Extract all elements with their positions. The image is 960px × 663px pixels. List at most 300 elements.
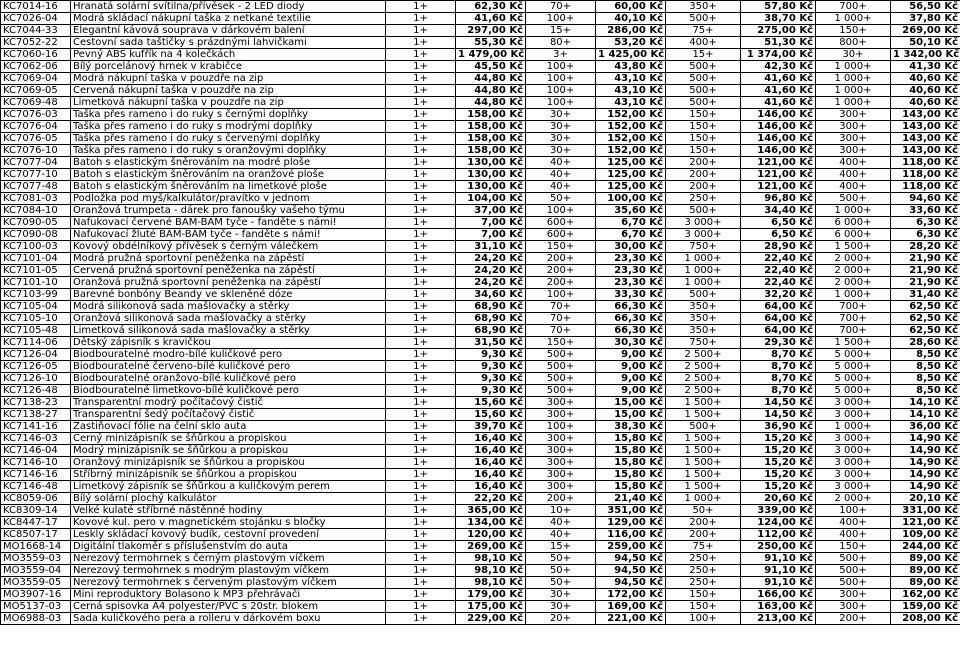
price-tier-1: 134,00 Kč bbox=[456, 517, 526, 529]
price-tier-3: 250,00 Kč bbox=[741, 541, 816, 553]
price-tier-2: 100,00 Kč bbox=[596, 193, 666, 205]
qty-tier-2: 300+ bbox=[526, 445, 596, 457]
qty-tier-1: 1+ bbox=[386, 577, 456, 589]
qty-tier-3: 1 000+ bbox=[666, 277, 741, 289]
price-tier-2: 43,10 Kč bbox=[596, 85, 666, 97]
qty-tier-2: 70+ bbox=[526, 301, 596, 313]
qty-tier-3: 50+ bbox=[666, 505, 741, 517]
qty-tier-3: 500+ bbox=[666, 61, 741, 73]
product-name: Oranžová pružná sportovní peněženka na zápěstí bbox=[71, 277, 386, 289]
product-name: Modrá skládací nákupní taška z netkané textilie bbox=[71, 13, 386, 25]
qty-tier-3: 150+ bbox=[666, 589, 741, 601]
price-tier-1: 130,00 Kč bbox=[456, 181, 526, 193]
price-tier-2: 221,00 Kč bbox=[596, 613, 666, 625]
qty-tier-1: 1+ bbox=[386, 25, 456, 37]
table-row bbox=[1, 325, 960, 337]
price-tier-1: 9,30 Kč bbox=[456, 349, 526, 361]
price-tier-4: 143,00 Kč bbox=[891, 145, 960, 157]
qty-tier-1: 1+ bbox=[386, 313, 456, 325]
price-tier-4: 89,00 Kč bbox=[891, 577, 960, 589]
product-code: KC7138-23 bbox=[1, 397, 71, 409]
price-tier-1: 9,30 Kč bbox=[456, 385, 526, 397]
price-tier-1: 98,10 Kč bbox=[456, 577, 526, 589]
price-tier-3: 121,00 Kč bbox=[741, 157, 816, 169]
product-code: KC7103-99 bbox=[1, 289, 71, 301]
table-row bbox=[1, 541, 960, 553]
qty-tier-4: 2 000+ bbox=[816, 493, 891, 505]
price-tier-4: 50,10 Kč bbox=[891, 37, 960, 49]
product-code: MO5137-03 bbox=[1, 601, 71, 613]
qty-tier-2: 30+ bbox=[526, 589, 596, 601]
price-tier-1: 16,40 Kč bbox=[456, 445, 526, 457]
qty-tier-3: 1 500+ bbox=[666, 397, 741, 409]
price-tier-2: 129,00 Kč bbox=[596, 517, 666, 529]
price-tier-1: 1 479,00 Kč bbox=[456, 49, 526, 61]
qty-tier-3: 250+ bbox=[666, 193, 741, 205]
price-tier-2: 43,10 Kč bbox=[596, 97, 666, 109]
product-code: KC7077-10 bbox=[1, 169, 71, 181]
price-tier-1: 62,30 Kč bbox=[456, 1, 526, 13]
qty-tier-1: 1+ bbox=[386, 205, 456, 217]
price-tier-3: 15,20 Kč bbox=[741, 445, 816, 457]
table-row bbox=[1, 25, 960, 37]
price-tier-4: 14,10 Kč bbox=[891, 397, 960, 409]
product-name: Biodbouratelné limetkovo-bílé kuličkové pero bbox=[71, 385, 386, 397]
price-tier-3: 91,10 Kč bbox=[741, 577, 816, 589]
price-tier-4: 121,00 Kč bbox=[891, 517, 960, 529]
price-tier-1: 16,40 Kč bbox=[456, 481, 526, 493]
price-tier-2: 125,00 Kč bbox=[596, 181, 666, 193]
price-tier-2: 23,30 Kč bbox=[596, 277, 666, 289]
qty-tier-4: 1 500+ bbox=[816, 241, 891, 253]
qty-tier-3: 200+ bbox=[666, 181, 741, 193]
qty-tier-1: 1+ bbox=[386, 469, 456, 481]
table-row bbox=[1, 217, 960, 229]
qty-tier-3: 2 500+ bbox=[666, 349, 741, 361]
qty-tier-3: 75+ bbox=[666, 25, 741, 37]
price-tier-4: 21,90 Kč bbox=[891, 253, 960, 265]
price-tier-3: 8,70 Kč bbox=[741, 361, 816, 373]
qty-tier-1: 1+ bbox=[386, 49, 456, 61]
price-tier-1: 16,40 Kč bbox=[456, 469, 526, 481]
qty-tier-4: 300+ bbox=[816, 133, 891, 145]
qty-tier-4: 3 000+ bbox=[816, 481, 891, 493]
qty-tier-4: 3 000+ bbox=[816, 433, 891, 445]
price-tier-2: 66,30 Kč bbox=[596, 313, 666, 325]
qty-tier-1: 1+ bbox=[386, 301, 456, 313]
qty-tier-4: 300+ bbox=[816, 589, 891, 601]
price-tier-4: 31,40 Kč bbox=[891, 289, 960, 301]
table-row bbox=[1, 589, 960, 601]
qty-tier-4: 400+ bbox=[816, 529, 891, 541]
price-tier-1: 31,50 Kč bbox=[456, 337, 526, 349]
product-name: Sada kuličkového pera a rolleru v dárkovém boxu bbox=[71, 613, 386, 625]
qty-tier-2: 20+ bbox=[526, 613, 596, 625]
price-tier-3: 20,60 Kč bbox=[741, 493, 816, 505]
qty-tier-1: 1+ bbox=[386, 145, 456, 157]
product-code: KC7076-04 bbox=[1, 121, 71, 133]
table-row bbox=[1, 169, 960, 181]
price-tier-2: 40,10 Kč bbox=[596, 13, 666, 25]
qty-tier-1: 1+ bbox=[386, 265, 456, 277]
price-tier-1: 297,00 Kč bbox=[456, 25, 526, 37]
price-tier-4: 118,00 Kč bbox=[891, 157, 960, 169]
qty-tier-3: 150+ bbox=[666, 109, 741, 121]
qty-tier-2: 40+ bbox=[526, 181, 596, 193]
product-name: Modrá silikonová sada mašlovačky a stěrky bbox=[71, 301, 386, 313]
qty-tier-4: 5 000+ bbox=[816, 349, 891, 361]
product-code: KC7141-16 bbox=[1, 421, 71, 433]
table-row bbox=[1, 349, 960, 361]
price-tier-2: 15,80 Kč bbox=[596, 469, 666, 481]
price-tier-2: 53,20 Kč bbox=[596, 37, 666, 49]
qty-tier-2: 50+ bbox=[526, 577, 596, 589]
product-code: KC7146-16 bbox=[1, 469, 71, 481]
price-tier-3: 146,00 Kč bbox=[741, 145, 816, 157]
price-tier-4: 28,60 Kč bbox=[891, 337, 960, 349]
price-tier-3: 64,00 Kč bbox=[741, 325, 816, 337]
qty-tier-4: 300+ bbox=[816, 601, 891, 613]
price-tier-2: 9,00 Kč bbox=[596, 361, 666, 373]
price-tier-3: 8,70 Kč bbox=[741, 373, 816, 385]
price-tier-4: 143,00 Kč bbox=[891, 133, 960, 145]
product-name: Mini reproduktory Bolasono k MP3 přehrávači bbox=[71, 589, 386, 601]
table-row bbox=[1, 205, 960, 217]
price-tier-1: 16,40 Kč bbox=[456, 433, 526, 445]
qty-tier-1: 1+ bbox=[386, 505, 456, 517]
qty-tier-2: 300+ bbox=[526, 397, 596, 409]
qty-tier-4: 300+ bbox=[816, 145, 891, 157]
price-tier-4: 14,90 Kč bbox=[891, 457, 960, 469]
price-tier-4: 40,60 Kč bbox=[891, 85, 960, 97]
qty-tier-2: 100+ bbox=[526, 97, 596, 109]
product-name: Nafukovací červené BAM-BAM tyče - fanděte s námi! bbox=[71, 217, 386, 229]
product-name: Zastiňovací fólie na čelní sklo auta bbox=[71, 421, 386, 433]
price-tier-2: 125,00 Kč bbox=[596, 169, 666, 181]
product-name: Batoh s elastickým šněrováním na limetkové ploše bbox=[71, 181, 386, 193]
product-code: MO3559-03 bbox=[1, 553, 71, 565]
price-tier-1: 98,10 Kč bbox=[456, 565, 526, 577]
price-tier-3: 121,00 Kč bbox=[741, 169, 816, 181]
price-tier-2: 30,30 Kč bbox=[596, 337, 666, 349]
price-tier-1: 179,00 Kč bbox=[456, 589, 526, 601]
qty-tier-2: 100+ bbox=[526, 13, 596, 25]
price-tier-2: 286,00 Kč bbox=[596, 25, 666, 37]
table-row bbox=[1, 73, 960, 85]
qty-tier-1: 1+ bbox=[386, 517, 456, 529]
table-row bbox=[1, 193, 960, 205]
price-tier-2: 152,00 Kč bbox=[596, 145, 666, 157]
price-tier-4: 41,30 Kč bbox=[891, 61, 960, 73]
price-tier-3: 41,60 Kč bbox=[741, 97, 816, 109]
qty-tier-1: 1+ bbox=[386, 61, 456, 73]
price-tier-1: 9,30 Kč bbox=[456, 373, 526, 385]
price-tier-4: 1 342,00 Kč bbox=[891, 49, 960, 61]
product-code: KC7062-06 bbox=[1, 61, 71, 73]
product-name: Cestovní sada taštičky s prázdnými lahvičkami bbox=[71, 37, 386, 49]
qty-tier-3: 350+ bbox=[666, 313, 741, 325]
qty-tier-1: 1+ bbox=[386, 85, 456, 97]
price-tier-3: 339,00 Kč bbox=[741, 505, 816, 517]
price-tier-3: 64,00 Kč bbox=[741, 301, 816, 313]
qty-tier-4: 5 000+ bbox=[816, 361, 891, 373]
price-tier-2: 43,80 Kč bbox=[596, 61, 666, 73]
product-name: Barevné bonbóny Beandy ve skleněné dóze bbox=[71, 289, 386, 301]
price-tier-1: 158,00 Kč bbox=[456, 109, 526, 121]
qty-tier-3: 500+ bbox=[666, 85, 741, 97]
table-row bbox=[1, 133, 960, 145]
price-tier-1: 24,20 Kč bbox=[456, 265, 526, 277]
product-name: Dětský zápisník s kravičkou bbox=[71, 337, 386, 349]
qty-tier-4: 3 000+ bbox=[816, 445, 891, 457]
qty-tier-3: 250+ bbox=[666, 553, 741, 565]
price-tier-1: 104,00 Kč bbox=[456, 193, 526, 205]
product-name: Limetková nákupní taška v pouzdře na zip bbox=[71, 97, 386, 109]
qty-tier-4: 400+ bbox=[816, 181, 891, 193]
qty-tier-4: 1 000+ bbox=[816, 13, 891, 25]
qty-tier-4: 700+ bbox=[816, 313, 891, 325]
qty-tier-2: 200+ bbox=[526, 493, 596, 505]
table-row bbox=[1, 385, 960, 397]
product-code: KC7114-06 bbox=[1, 337, 71, 349]
price-tier-2: 66,30 Kč bbox=[596, 325, 666, 337]
table-row bbox=[1, 277, 960, 289]
price-tier-2: 21,40 Kč bbox=[596, 493, 666, 505]
qty-tier-1: 1+ bbox=[386, 169, 456, 181]
qty-tier-2: 10+ bbox=[526, 505, 596, 517]
product-name: Transparentní šedý počítačový čistič bbox=[71, 409, 386, 421]
price-tier-3: 38,70 Kč bbox=[741, 13, 816, 25]
price-tier-3: 124,00 Kč bbox=[741, 517, 816, 529]
price-tier-3: 15,20 Kč bbox=[741, 469, 816, 481]
qty-tier-3: 2 500+ bbox=[666, 373, 741, 385]
table-row bbox=[1, 337, 960, 349]
qty-tier-1: 1+ bbox=[386, 193, 456, 205]
qty-tier-1: 1+ bbox=[386, 277, 456, 289]
price-tier-2: 94,50 Kč bbox=[596, 577, 666, 589]
price-tier-3: 22,40 Kč bbox=[741, 265, 816, 277]
price-tier-3: 41,60 Kč bbox=[741, 85, 816, 97]
price-tier-3: 8,70 Kč bbox=[741, 385, 816, 397]
price-tier-3: 64,00 Kč bbox=[741, 313, 816, 325]
qty-tier-3: 1 500+ bbox=[666, 433, 741, 445]
qty-tier-1: 1+ bbox=[386, 433, 456, 445]
price-tier-3: 112,00 Kč bbox=[741, 529, 816, 541]
price-tier-2: 15,80 Kč bbox=[596, 445, 666, 457]
table-row bbox=[1, 241, 960, 253]
table-row bbox=[1, 145, 960, 157]
price-tier-4: 8,50 Kč bbox=[891, 361, 960, 373]
qty-tier-4: 1 000+ bbox=[816, 73, 891, 85]
qty-tier-2: 100+ bbox=[526, 205, 596, 217]
price-table-body bbox=[1, 1, 960, 625]
product-name: Pevný ABS kufřík na 4 kolečkách bbox=[71, 49, 386, 61]
price-tier-4: 109,00 Kč bbox=[891, 529, 960, 541]
price-tier-3: 146,00 Kč bbox=[741, 133, 816, 145]
qty-tier-4: 1 000+ bbox=[816, 61, 891, 73]
qty-tier-1: 1+ bbox=[386, 73, 456, 85]
qty-tier-2: 150+ bbox=[526, 241, 596, 253]
qty-tier-4: 1 000+ bbox=[816, 421, 891, 433]
table-row bbox=[1, 301, 960, 313]
price-tier-2: 15,00 Kč bbox=[596, 397, 666, 409]
price-tier-2: 94,50 Kč bbox=[596, 565, 666, 577]
qty-tier-2: 300+ bbox=[526, 409, 596, 421]
qty-tier-4: 30+ bbox=[816, 49, 891, 61]
product-code: KC7101-10 bbox=[1, 277, 71, 289]
product-name: Transparentní modrý počítačový čistič bbox=[71, 397, 386, 409]
price-tier-3: 275,00 Kč bbox=[741, 25, 816, 37]
price-tier-2: 152,00 Kč bbox=[596, 133, 666, 145]
product-name: Limetková silikonová sada mašlovačky a stěrky bbox=[71, 325, 386, 337]
product-code: KC7069-48 bbox=[1, 97, 71, 109]
price-tier-3: 166,00 Kč bbox=[741, 589, 816, 601]
price-tier-2: 30,00 Kč bbox=[596, 241, 666, 253]
table-row bbox=[1, 505, 960, 517]
table-row bbox=[1, 397, 960, 409]
product-name: Nerezový termohrnek s černým plastovým víčkem bbox=[71, 553, 386, 565]
table-row bbox=[1, 529, 960, 541]
price-tier-4: 20,10 Kč bbox=[891, 493, 960, 505]
qty-tier-1: 1+ bbox=[386, 37, 456, 49]
product-name: Černá spisovka A4 polyester/PVC s 20str. blokem bbox=[71, 601, 386, 613]
product-code: KC7126-48 bbox=[1, 385, 71, 397]
qty-tier-3: 150+ bbox=[666, 121, 741, 133]
product-code: KC7069-05 bbox=[1, 85, 71, 97]
table-row bbox=[1, 181, 960, 193]
qty-tier-3: 1 000+ bbox=[666, 253, 741, 265]
table-row bbox=[1, 373, 960, 385]
qty-tier-4: 500+ bbox=[816, 193, 891, 205]
qty-tier-2: 100+ bbox=[526, 421, 596, 433]
price-tier-1: 158,00 Kč bbox=[456, 145, 526, 157]
price-tier-4: 6,30 Kč bbox=[891, 229, 960, 241]
price-tier-1: 68,90 Kč bbox=[456, 313, 526, 325]
price-tier-1: 130,00 Kč bbox=[456, 157, 526, 169]
price-tier-2: 15,80 Kč bbox=[596, 433, 666, 445]
price-tier-4: 21,90 Kč bbox=[891, 277, 960, 289]
qty-tier-1: 1+ bbox=[386, 109, 456, 121]
price-tier-2: 23,30 Kč bbox=[596, 253, 666, 265]
price-tier-1: 98,10 Kč bbox=[456, 553, 526, 565]
price-tier-2: 259,00 Kč bbox=[596, 541, 666, 553]
price-tier-1: 41,60 Kč bbox=[456, 13, 526, 25]
price-tier-1: 158,00 Kč bbox=[456, 133, 526, 145]
price-tier-1: 158,00 Kč bbox=[456, 121, 526, 133]
qty-tier-4: 1 000+ bbox=[816, 205, 891, 217]
product-name: Taška přes rameno i do ruky s modrými doplňky bbox=[71, 121, 386, 133]
qty-tier-3: 500+ bbox=[666, 73, 741, 85]
product-code: KC7138-27 bbox=[1, 409, 71, 421]
qty-tier-2: 50+ bbox=[526, 553, 596, 565]
qty-tier-3: 750+ bbox=[666, 337, 741, 349]
price-tier-1: 22,20 Kč bbox=[456, 493, 526, 505]
qty-tier-4: 800+ bbox=[816, 37, 891, 49]
qty-tier-1: 1+ bbox=[386, 1, 456, 13]
product-name: Modrá nákupní taška v pouzdře na zip bbox=[71, 73, 386, 85]
qty-tier-3: 15+ bbox=[666, 49, 741, 61]
qty-tier-3: 150+ bbox=[666, 145, 741, 157]
price-tier-4: 143,00 Kč bbox=[891, 109, 960, 121]
product-name: Batoh s elastickým šněrováním na modré ploše bbox=[71, 157, 386, 169]
product-code: MO3559-04 bbox=[1, 565, 71, 577]
qty-tier-3: 500+ bbox=[666, 421, 741, 433]
product-name: Biodbouratelné červeno-bílé kuličkové pero bbox=[71, 361, 386, 373]
qty-tier-3: 3 000+ bbox=[666, 229, 741, 241]
price-tier-3: 22,40 Kč bbox=[741, 253, 816, 265]
table-row bbox=[1, 421, 960, 433]
product-name: Oranžová trumpeta - dárek pro fanoušky vašeho týmu bbox=[71, 205, 386, 217]
product-code: KC7076-05 bbox=[1, 133, 71, 145]
price-tier-1: 55,30 Kč bbox=[456, 37, 526, 49]
table-row bbox=[1, 97, 960, 109]
price-tier-2: 35,60 Kč bbox=[596, 205, 666, 217]
product-code: KC7077-04 bbox=[1, 157, 71, 169]
qty-tier-4: 700+ bbox=[816, 1, 891, 13]
price-tier-2: 116,00 Kč bbox=[596, 529, 666, 541]
product-code: KC7101-04 bbox=[1, 253, 71, 265]
qty-tier-3: 1 500+ bbox=[666, 469, 741, 481]
product-code: KC7146-10 bbox=[1, 457, 71, 469]
product-code: KC7060-16 bbox=[1, 49, 71, 61]
qty-tier-3: 150+ bbox=[666, 133, 741, 145]
price-tier-3: 8,70 Kč bbox=[741, 349, 816, 361]
product-name: Bílý solární plochý kalkulátor bbox=[71, 493, 386, 505]
price-tier-2: 38,30 Kč bbox=[596, 421, 666, 433]
price-tier-4: 162,00 Kč bbox=[891, 589, 960, 601]
qty-tier-1: 1+ bbox=[386, 397, 456, 409]
price-tier-1: 24,20 Kč bbox=[456, 253, 526, 265]
price-tier-2: 33,30 Kč bbox=[596, 289, 666, 301]
qty-tier-3: 200+ bbox=[666, 157, 741, 169]
qty-tier-2: 40+ bbox=[526, 517, 596, 529]
qty-tier-4: 2 000+ bbox=[816, 265, 891, 277]
qty-tier-1: 1+ bbox=[386, 97, 456, 109]
price-tier-2: 351,00 Kč bbox=[596, 505, 666, 517]
price-tier-1: 229,00 Kč bbox=[456, 613, 526, 625]
price-tier-3: 163,00 Kč bbox=[741, 601, 816, 613]
qty-tier-1: 1+ bbox=[386, 181, 456, 193]
qty-tier-1: 1+ bbox=[386, 13, 456, 25]
product-code: MO3907-16 bbox=[1, 589, 71, 601]
qty-tier-1: 1+ bbox=[386, 553, 456, 565]
product-name: Podložka pod myš/kalkulátor/pravítko v jednom bbox=[71, 193, 386, 205]
price-tier-3: 51,30 Kč bbox=[741, 37, 816, 49]
price-tier-3: 15,20 Kč bbox=[741, 481, 816, 493]
table-row bbox=[1, 265, 960, 277]
table-row bbox=[1, 577, 960, 589]
qty-tier-1: 1+ bbox=[386, 385, 456, 397]
product-code: KC7146-03 bbox=[1, 433, 71, 445]
product-code: KC8309-14 bbox=[1, 505, 71, 517]
price-tier-3: 41,60 Kč bbox=[741, 73, 816, 85]
qty-tier-4: 400+ bbox=[816, 517, 891, 529]
table-row bbox=[1, 85, 960, 97]
price-tier-4: 331,00 Kč bbox=[891, 505, 960, 517]
price-tier-3: 14,50 Kč bbox=[741, 397, 816, 409]
table-row bbox=[1, 517, 960, 529]
qty-tier-4: 200+ bbox=[816, 613, 891, 625]
qty-tier-3: 400+ bbox=[666, 37, 741, 49]
table-row bbox=[1, 109, 960, 121]
qty-tier-1: 1+ bbox=[386, 601, 456, 613]
qty-tier-2: 500+ bbox=[526, 385, 596, 397]
table-row bbox=[1, 229, 960, 241]
price-tier-4: 89,00 Kč bbox=[891, 553, 960, 565]
qty-tier-4: 700+ bbox=[816, 325, 891, 337]
product-code: KC7076-03 bbox=[1, 109, 71, 121]
qty-tier-2: 300+ bbox=[526, 469, 596, 481]
